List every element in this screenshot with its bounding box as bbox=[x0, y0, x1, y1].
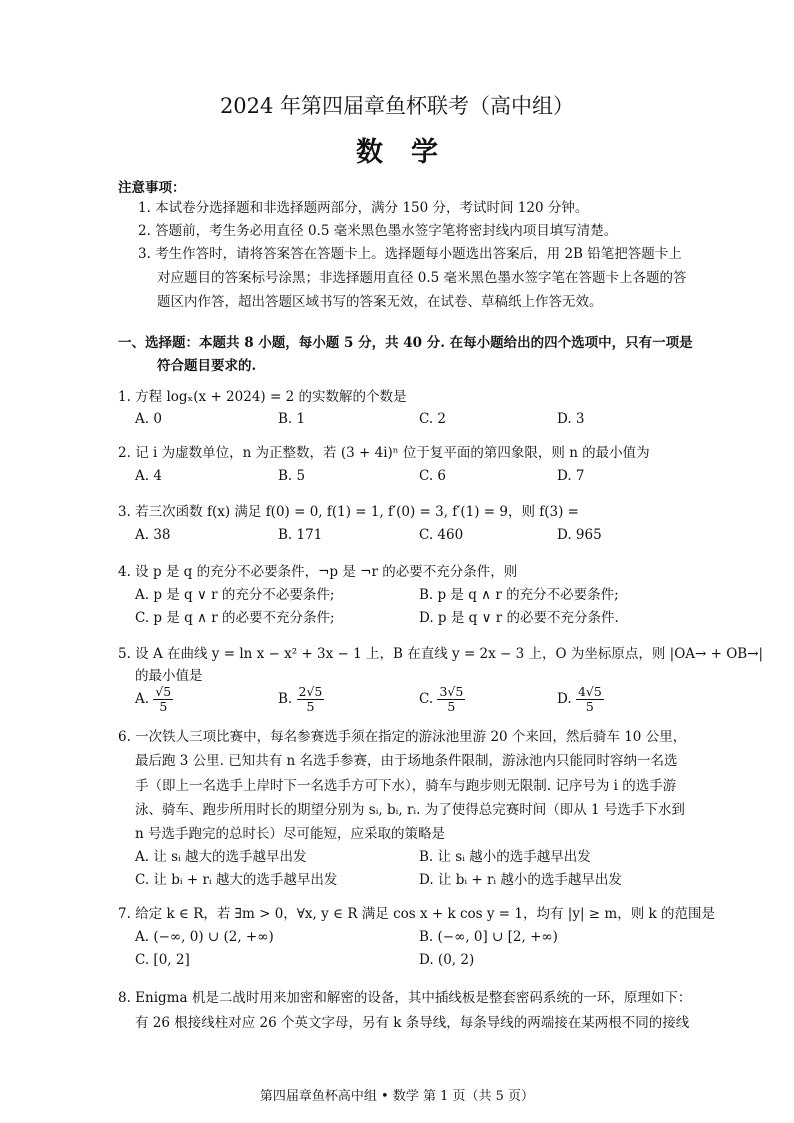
q5-option-b-denominator: 5 bbox=[306, 699, 315, 714]
q5-option-a bbox=[135, 685, 173, 714]
q2-option-b: B. 5 bbox=[278, 468, 306, 484]
q7-option-c: C. [0, 2] bbox=[135, 952, 190, 968]
notice-heading: 注意事项： bbox=[118, 180, 186, 196]
q5-option-c bbox=[419, 685, 465, 714]
subject-title: 数学 bbox=[356, 137, 466, 168]
q8-stem-line-2: 有 26 根接线柱对应 26 个英文字母，另有 k 条导线，每条导线的两端接在某两根不同的接线 bbox=[135, 1015, 690, 1031]
q1-stem: 1. 方程 logₓ(x + 2024) = 2 的实数解的个数是 bbox=[118, 389, 407, 405]
q6-option-c: C. 让 bᵢ + rᵢ 越大的选手越早出发 bbox=[135, 872, 338, 888]
notice-item-2: 2. 答题前，考生务必用直径 0.5 毫米黑色墨水签字笔将密封线内项目填写清楚。 bbox=[138, 223, 618, 239]
q3-option-c: C. 460 bbox=[419, 527, 464, 543]
q3-option-d: D. 965 bbox=[557, 527, 602, 543]
section-heading: 一、选择题：本题共 8 小题，每小题 5 分，共 40 分. 在每小题给出的四个选项中，只有一项是 bbox=[118, 335, 693, 351]
q5-option-a-label: A. bbox=[135, 691, 150, 707]
page-footer: 第四届章鱼杯高中组 • 数学 第 1 页（共 5 页） bbox=[259, 1089, 535, 1104]
q5-option-c-fraction bbox=[437, 685, 465, 714]
q4-stem: 4. 设 p 是 q 的充分不必要条件，¬p 是 ¬r 的必要不充分条件，则 bbox=[118, 564, 518, 580]
q6-stem-line-3: 手（即上一名选手上岸时下一名选手方可下水），骑车与跑步则无限制. 记序号为 i 的选手游 bbox=[135, 778, 677, 794]
q4-option-b: B. p 是 q ∧ r 的充分不必要条件; bbox=[419, 587, 619, 603]
q6-option-d: D. 让 bᵢ + rᵢ 越小的选手越早出发 bbox=[419, 872, 622, 888]
q3-option-b: B. 171 bbox=[278, 527, 323, 543]
q6-stem-line-5: n 号选手跑完的总时长）尽可能短，应采取的策略是 bbox=[135, 826, 445, 842]
q3-option-a: A. 38 bbox=[135, 527, 171, 543]
notice-item-3-cont-2: 题区内作答，超出答题区域书写的答案无效，在试卷、草稿纸上作答无效。 bbox=[157, 294, 603, 310]
q5-option-d-fraction bbox=[576, 685, 604, 714]
q5-option-a-denominator: 5 bbox=[159, 699, 168, 714]
q6-stem-line-1: 6. 一次铁人三项比赛中，每名参赛选手须在指定的游泳池里游 20 个来回，然后骑车 10 公里， bbox=[118, 729, 687, 745]
q5-option-a-fraction bbox=[153, 685, 173, 714]
q5-option-a-numerator: √5 bbox=[155, 684, 172, 699]
q6-option-b: B. 让 sᵢ 越小的选手越早出发 bbox=[419, 849, 591, 865]
q2-stem: 2. 记 i 为虚数单位，n 为正整数，若 (3 + 4i)ⁿ 位于复平面的第四象限，则 n 的最小值为 bbox=[118, 445, 650, 461]
q5-option-b-numerator: 2√5 bbox=[298, 684, 323, 699]
q6-option-a: A. 让 sᵢ 越大的选手越早出发 bbox=[135, 849, 307, 865]
notice-item-1: 1. 本试卷分选择题和非选择题两部分，满分 150 分，考试时间 120 分钟。 bbox=[138, 200, 589, 216]
q6-stem-line-4: 泳、骑车、跑步所用时长的期望分别为 sᵢ, bᵢ, rᵢ. 为了使得总完赛时间（即从 1 号选手下水到 bbox=[135, 802, 685, 818]
q3-stem: 3. 若三次函数 f(x) 满足 f(0) = 0, f(1) = 1, f′(0) = 3, f′(1) = 9，则 f(3) = bbox=[118, 504, 579, 520]
q5-stem-cont: 的最小值是 bbox=[135, 668, 203, 684]
q7-stem: 7. 给定 k ∈ R，若 ∃m > 0，∀x, y ∈ R 满足 cos x + k cos y = 1，均有 |y| ≥ m，则 k 的范围是 bbox=[118, 906, 715, 922]
notice-item-3: 3. 考生作答时，请将答案答在答题卡上。选择题每小题选出答案后，用 2B 铅笔把答题卡上 bbox=[138, 246, 682, 262]
q5-option-b-label: B. bbox=[278, 691, 293, 707]
q2-option-a: A. 4 bbox=[135, 468, 162, 484]
q5-option-d-numerator: 4√5 bbox=[577, 684, 602, 699]
q4-option-c: C. p 是 q ∧ r 的必要不充分条件; bbox=[135, 610, 335, 626]
q8-stem-line-1: 8. Enigma 机是二战时用来加密和解密的设备，其中插线板是整套密码系统的一环，原理如下： bbox=[118, 990, 692, 1006]
q2-option-c: C. 6 bbox=[419, 468, 447, 484]
section-heading-cont: 符合题目要求的. bbox=[157, 358, 257, 374]
q5-option-c-label: C. bbox=[419, 691, 434, 707]
q7-option-a: A. (−∞, 0) ∪ (2, +∞) bbox=[135, 929, 274, 945]
q7-option-b: B. (−∞, 0] ∪ [2, +∞) bbox=[419, 929, 558, 945]
q7-option-d: D. (0, 2) bbox=[419, 952, 475, 968]
q5-option-c-denominator: 5 bbox=[447, 699, 456, 714]
q4-option-a: A. p 是 q ∨ r 的充分不必要条件; bbox=[135, 587, 335, 603]
q1-option-c: C. 2 bbox=[419, 411, 447, 427]
q5-option-d-denominator: 5 bbox=[585, 699, 594, 714]
notice-item-3-cont-1: 对应题目的答案标号涂黑；非选择题用直径 0.5 毫米黑色墨水签字笔在答题卡上各题的答 bbox=[157, 270, 687, 286]
q5-option-d bbox=[557, 685, 604, 714]
q5-option-b-fraction bbox=[297, 685, 325, 714]
q2-option-d: D. 7 bbox=[557, 468, 585, 484]
q5-option-d-label: D. bbox=[557, 691, 572, 707]
q5-stem: 5. 设 A 在曲线 y = ln x − x² + 3x − 1 上，B 在直线 y = 2x − 3 上，O 为坐标原点，则 |OA→ + OB→| bbox=[118, 646, 764, 662]
q5-option-b bbox=[278, 685, 324, 714]
q1-option-d: D. 3 bbox=[557, 411, 585, 427]
q1-option-b: B. 1 bbox=[278, 411, 306, 427]
q5-option-c-numerator: 3√5 bbox=[439, 684, 464, 699]
q1-option-a: A. 0 bbox=[135, 411, 162, 427]
q6-stem-line-2: 最后跑 3 公里. 已知共有 n 名选手参赛，由于场地条件限制，游泳池内只能同时容纳一名选 bbox=[135, 753, 678, 769]
q4-option-d: D. p 是 q ∨ r 的必要不充分条件. bbox=[419, 610, 619, 626]
exam-title: 2024 年第四届章鱼杯联考（高中组） bbox=[219, 94, 575, 118]
